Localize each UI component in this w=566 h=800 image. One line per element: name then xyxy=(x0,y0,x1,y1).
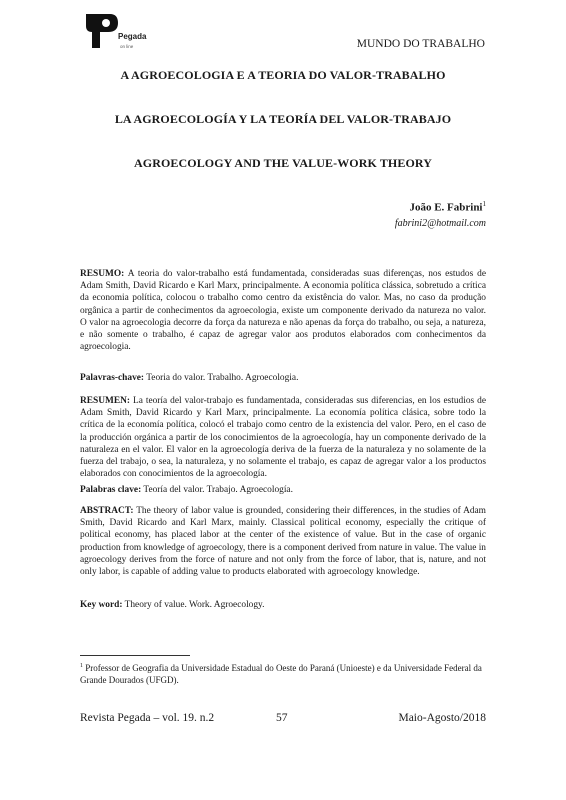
footer-journal: Revista Pegada – vol. 19. n.2 xyxy=(80,712,215,724)
journal-logo xyxy=(80,10,170,52)
keywords-pt-label: Palavras-chave: xyxy=(80,373,145,383)
resumen-paragraph xyxy=(80,395,486,480)
title-spanish: LA AGROECOLOGÍA Y LA TEORÍA DEL VALOR-TRABAJO xyxy=(114,112,452,126)
keywords-es-text: Teoría del valor. Trabajo. Agroecología. xyxy=(143,485,293,495)
author-email: fabrini2@hotmail.com xyxy=(394,218,486,229)
resumen-label: RESUMEN: xyxy=(80,396,131,406)
footnote xyxy=(80,660,486,686)
author-footnote-mark: 1 xyxy=(482,200,486,208)
keywords-pt xyxy=(80,372,486,384)
section-label: MUNDO DO TRABALHO xyxy=(356,38,485,50)
pegada-logo-icon xyxy=(80,10,120,52)
footnote-divider xyxy=(80,655,190,656)
title-portuguese: A AGROECOLOGIA E A TEORIA DO VALOR-TRABALHO xyxy=(120,68,446,82)
footnote-mark: 1 xyxy=(80,663,83,669)
keywords-en-label: Key word: xyxy=(80,600,123,610)
resumen-text: La teoría del valor-trabajo es fundamentada, consideradas sus diferencias, en los estudios de Adam Smith, David Ricardo y Karl Marx, principalmente. La economía política clásica, sobre todo la crítica de la economía política, colocó el trabajo como centro de la existencia del valor. Pero, en el caso de la producción orgánica a partir de los conocimientos de la agroecología, hay un componente derivado de la naturaleza en el valor. El valor en la agroecología deriva de la fuerza de la naturaleza y no solamente de la fuerza del trabajo, o sea, la naturaleza, y no solamente el trabajo, es capaz de agregar valor a los productos elaborados con conocimientos de la agroecología. xyxy=(80,396,486,480)
footer-date: Maio-Agosto/2018 xyxy=(398,712,486,724)
resumo-text: A teoria do valor-trabalho está fundamentada, consideradas suas diferenças, nos estudos de Adam Smith, David Ricardo e Karl Marx, principalmente. A economia política clássica, sobretudo a crítica da economia política, colocou o trabalho como centro da existência do valor. Mas, no caso da produção orgânica a partir de conhecimentos da agroecologia, existe um componente derivado da natureza no valor. O valor na agroecologia decorre da força da natureza e não apenas da força do trabalho, ou seja, a natureza, e não somente o trabalho, é capaz de agregar valor aos produtos elaborados com conhecimentos da agroecologia. xyxy=(80,269,487,353)
keywords-es-label: Palabras clave: xyxy=(80,485,142,495)
abstract-label: ABSTRACT: xyxy=(80,506,134,516)
footnote-text: Professor de Geografia da Universidade Estadual do Oeste do Paraná (Unioeste) e da Universidade Federal da Grande Dourados (UFGD). xyxy=(80,663,482,685)
keywords-en xyxy=(80,599,486,611)
keywords-en-text: Theory of value. Work. Agroecology. xyxy=(124,600,265,610)
logo-subtitle: on line xyxy=(120,44,134,49)
title-english: AGROECOLOGY AND THE VALUE-WORK THEORY xyxy=(134,156,432,170)
resumo-label: RESUMO: xyxy=(80,269,125,279)
author-name-text: João E. Fabrini xyxy=(409,201,483,214)
keywords-es xyxy=(80,484,486,496)
abstract-paragraph xyxy=(80,505,486,578)
keywords-pt-text: Teoria do valor. Trabalho. Agroecologia. xyxy=(146,373,299,383)
author-name xyxy=(409,200,486,214)
abstract-text: The theory of labor value is grounded, considering their differences, in the studies of Adam Smith, David Ricardo and Karl Marx, mainly. Classical political economy, especially the critique of political economy, has placed labor at the center of the existence of value. But in the case of organic production from knowledge of agroecology, there is a component derived from nature in value. The value in agroecology derives from the force of nature and not only from the force of labor, that is, nature, and not only labor, is capable of adding value to products elaborated with agroecology knowledge. xyxy=(80,506,486,578)
footer-page-number: 57 xyxy=(276,712,288,724)
resumo-paragraph xyxy=(80,268,486,353)
logo-name: Pegada xyxy=(118,32,147,41)
